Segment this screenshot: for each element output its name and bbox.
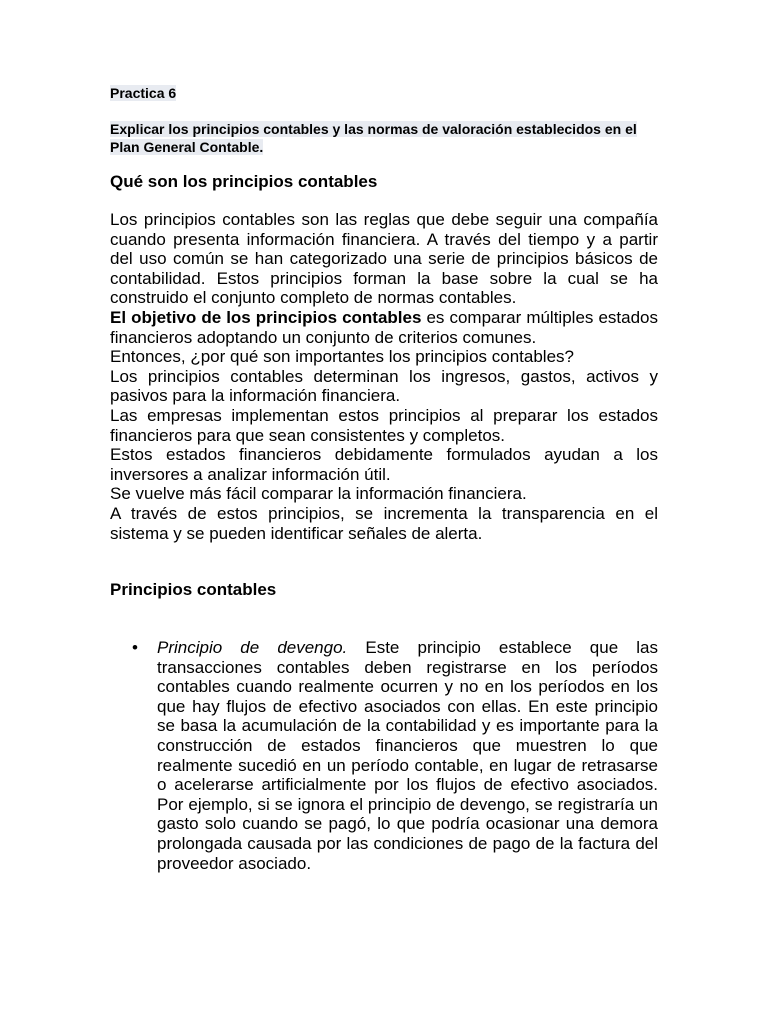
- principles-list: [110, 638, 658, 873]
- practice-title-text: Practica 6: [110, 85, 177, 101]
- list-item: [110, 638, 658, 873]
- paragraph-companies: Las empresas implementan estos principios al preparar los estados financieros para que sean consistentes y completos.: [110, 405, 658, 445]
- practice-title: [110, 84, 658, 103]
- section-heading-principles: Principios contables: [110, 580, 277, 600]
- objective-bold-text: El objetivo de los principios contables: [110, 307, 422, 327]
- paragraph-transparency: A través de estos principios, se incrementa la transparencia en el sistema y se pueden identificar señales de alerta.: [110, 503, 658, 543]
- principle-term: Principio de devengo.: [157, 638, 348, 658]
- instruction: [110, 120, 658, 156]
- bullet-icon: •: [132, 638, 138, 658]
- principle-description: Este principio establece que las transacciones contables deben registrarse en los períodos contables cuando realmente ocurren y no en los períodos en los que hay flujos de efectivo asociados con ellas. En este principio se basa la acumulación de la contabilidad y es importante para la construcción de estados financieros que muestren lo que realmente sucedió en un período contable, en lugar de retrasarse o acelerarse artificialmente por los flujos de efectivo asociados. Por ejemplo, si se ignora el principio de devengo, se registraría un gasto solo cuando se pagó, lo que podría ocasionar una demora prolongada causada por las condiciones de pago de la factura del proveedor asociado.: [157, 638, 658, 873]
- document-page: [110, 84, 658, 873]
- section-heading-what-are-principles: Qué son los principios contables: [110, 172, 378, 191]
- intro-paragraph: Los principios contables son las reglas que debe seguir una compañía cuando presenta información financiera. A través del tiempo y a partir del uso común se han categorizado una serie de principios básicos de contabilidad. Estos principios forman la base sobre la cual se ha construido el conjunto completo de normas contables.: [110, 210, 658, 308]
- objective-paragraph: [110, 308, 658, 347]
- paragraph-why-important: Entonces, ¿por qué son importantes los principios contables?: [110, 347, 574, 367]
- paragraph-compare: Se vuelve más fácil comparar la información financiera.: [110, 484, 527, 504]
- paragraph-determine: Los principios contables determinan los ingresos, gastos, activos y pasivos para la información financiera.: [110, 366, 658, 406]
- instruction-text: Explicar los principios contables y las normas de valoración establecidos en el Plan General Contable.: [110, 121, 637, 155]
- objective-rest-text: es comparar múltiples estados financieros adoptando un conjunto de criterios comunes.: [110, 307, 658, 347]
- paragraph-statements: Estos estados financieros debidamente formulados ayudan a los inversores a analizar información útil.: [110, 445, 658, 484]
